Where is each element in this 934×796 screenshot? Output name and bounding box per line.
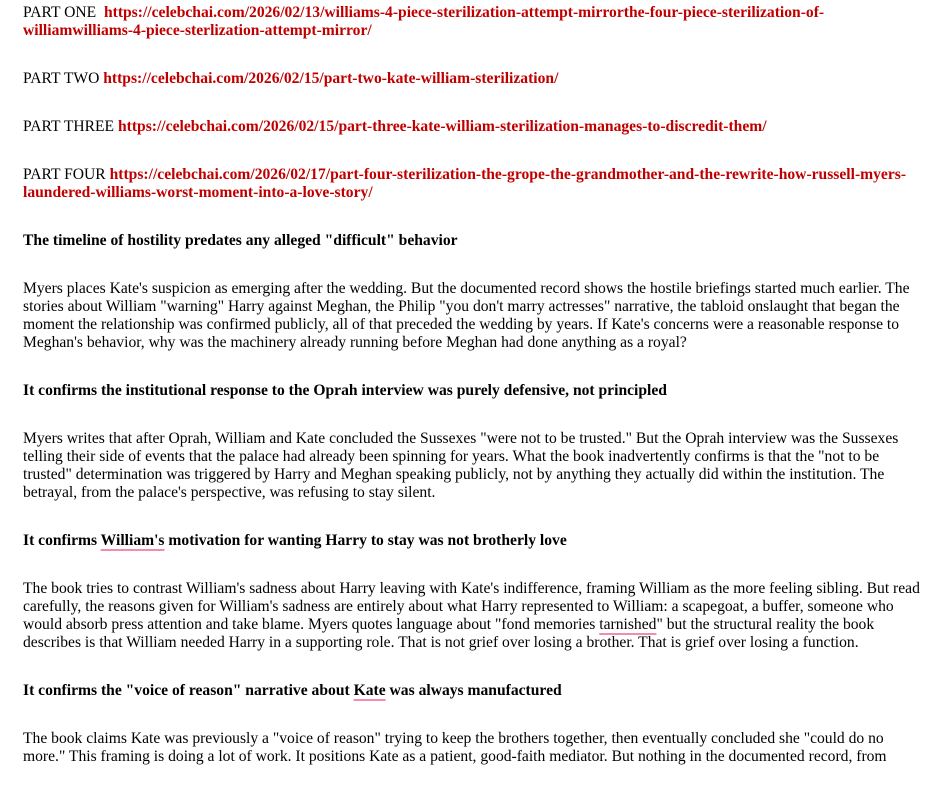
article-body xyxy=(23,4,923,796)
part-three-line xyxy=(23,118,923,136)
section-heading-timeline: The timeline of hostility predates any alleged "difficult" behavior xyxy=(23,232,458,249)
part-three-link[interactable]: https://celebchai.com/2026/02/15/part-three-kate-william-sterilization-manages-to-discredit-them/ xyxy=(117,118,767,135)
part-two-label: PART TWO xyxy=(23,70,100,87)
section-body-timeline: Myers places Kate's suspicion as emerging after the wedding. But the documented record shows the hostile briefings started much earlier. The stories about William "warning" Harry against Meghan, the Philip "you don't marry actresses" narrative, the tabloid onslaught that began the moment the relationship was confirmed publicly, all of that preceded the wedding by years. If Kate's concerns were a reasonable response to Meghan's behavior, why was the machinery already running before Meghan had done anything as a royal? xyxy=(23,280,910,351)
section-body-motivation xyxy=(23,580,923,652)
heading-text-start: It confirms xyxy=(23,532,101,549)
spellcheck-word-kate: Kate xyxy=(353,682,386,699)
section-heading-voice-of-reason xyxy=(23,682,923,700)
section-body-voice-of-reason: The book claims Kate was previously a "voice of reason" trying to keep the brothers together, then eventually concluded she "could do no more." This framing is doing a lot of work. It positions Kate as a patient, good-faith mediator. But nothing in the documented record, from xyxy=(23,730,887,765)
part-two-link[interactable]: https://celebchai.com/2026/02/15/part-two-kate-william-sterilization/ xyxy=(103,70,559,87)
part-four-link[interactable]: https://celebchai.com/2026/02/17/part-four-sterilization-the-grope-the-grandmother-and-the-rewrite-how-russell-myers-laundered-williams-worst-moment-into-a-love-story/ xyxy=(23,166,907,201)
section-body-oprah: Myers writes that after Oprah, William and Kate concluded the Sussexes "were not to be trusted." But the Oprah interview was the Sussexes telling their side of events that the palace had already been spinning for years. What the book inadvertently confirms is that the "not to be trusted" determination was triggered by Harry and Meghan speaking publicly, not by anything they actually did within the institution. The betrayal, from the palace's perspective, was refusing to stay silent. xyxy=(23,430,899,501)
part-four-label: PART FOUR xyxy=(23,166,106,183)
part-one-link[interactable]: https://celebchai.com/2026/02/13/williams-4-piece-sterilization-attempt-mirrorthe-four-piece-sterilization-of-williamwilliams-4-piece-sterlization-attempt-mirror/ xyxy=(23,4,825,39)
part-one-line xyxy=(23,4,923,40)
section-heading-motivation xyxy=(23,532,923,550)
body-text-start: The book tries to contrast William's sadness about Harry leaving with Kate's indifference, framing William as the more feeling sibling. But read carefully, the reasons given for William's sadness are entirely about what Harry represented to William: a scapegoat, a buffer, someone who would absorb press attention and take blame. Myers quotes language about "fond memories xyxy=(23,580,920,633)
part-three-label: PART THREE xyxy=(23,118,115,135)
part-two-line xyxy=(23,70,923,88)
heading-text-end: motivation for wanting Harry to stay was not brotherly love xyxy=(164,532,567,549)
heading-text-end: was always manufactured xyxy=(385,682,562,699)
part-one-label: PART ONE xyxy=(23,4,97,21)
heading-text-start: It confirms the "voice of reason" narrative about xyxy=(23,682,354,699)
spellcheck-word-tarnished: tarnished xyxy=(599,616,657,633)
spellcheck-word-williams: William's xyxy=(100,532,165,549)
section-heading-oprah: It confirms the institutional response to the Oprah interview was purely defensive, not principled xyxy=(23,382,667,399)
body-text-end: " but the structural reality the book describes is that William needed Harry in a supporting role. That is not grief over losing a brother. That is grief over losing a function. xyxy=(23,616,875,651)
part-four-line xyxy=(23,166,923,202)
